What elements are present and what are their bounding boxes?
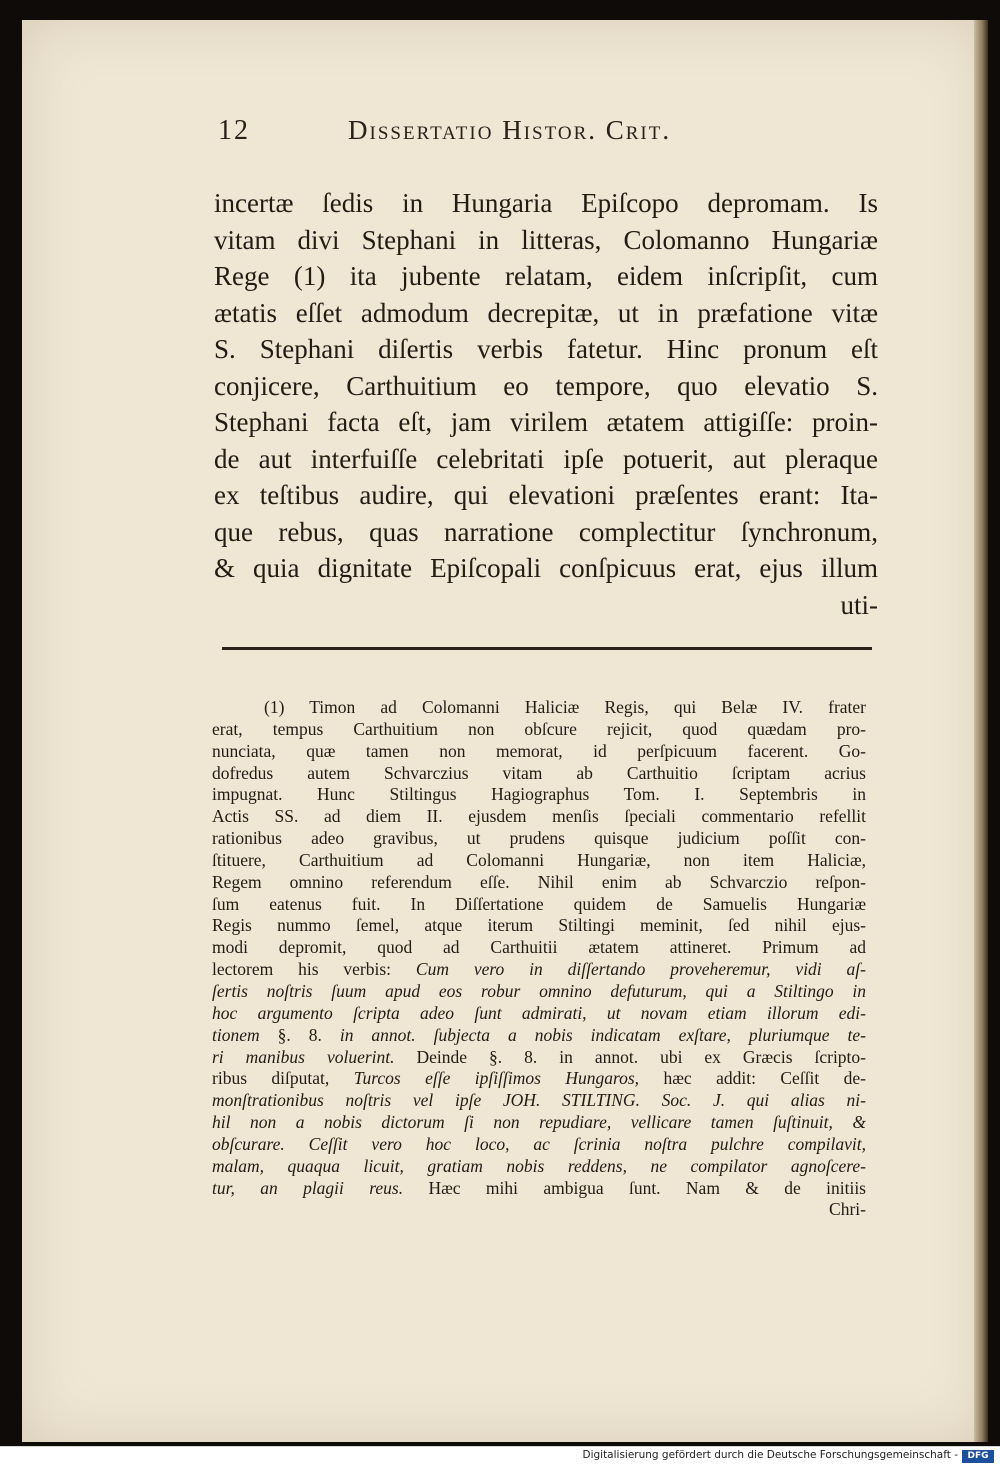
footnote-roman-run: §. 8. [277, 1024, 340, 1045]
footnote-roman-run: dofredus autem Schvarczius vitam ab Carthuitio ſcriptam acrius [212, 762, 866, 783]
footnote-line [212, 784, 866, 806]
main-text [214, 185, 878, 623]
footnote-line [212, 1068, 866, 1090]
footnote-line [212, 697, 866, 719]
page-edge [974, 20, 988, 1442]
credit-bar [0, 1446, 1000, 1467]
footnote-line [212, 959, 866, 981]
footnote-line [212, 719, 866, 741]
footnote-line [212, 1047, 866, 1069]
footnote-roman-run: rationibus adeo gravibus, ut prudens quisque judicium poſſit con- [212, 828, 866, 849]
footnote-line [212, 1178, 866, 1200]
footnote-line [212, 828, 866, 850]
footnote-italic-run: monſtrationibus noſtris vel ipſe JOH. STILTING. Soc. J. qui alias ni- [212, 1090, 866, 1111]
footnote-rule [222, 647, 872, 650]
text-line: Rege (1) ita jubente relatam, eidem inſcripſit, cum [214, 261, 878, 291]
footnote-italic-run: obſcurare. Ceſſit vero hoc loco, ac ſcrinia noſtra pulchre compilavit, [212, 1133, 866, 1154]
text-line: que rebus, quas narratione complectitur ſynchronum, [214, 516, 878, 547]
footnote-catchword: Chri- [829, 1199, 866, 1220]
footnote-roman-run: impugnat. Hunc Stiltingus Hagiographus Tom. I. Septembris in [212, 784, 866, 805]
footnote-line [212, 981, 866, 1003]
footnote-line [212, 850, 866, 872]
footnote-italic-run: tur, an plagii reus. [212, 1177, 404, 1198]
footnote-roman-run: Regis nummo ſemel, atque iterum Stiltingi meminit, ſed nihil ejus- [212, 915, 866, 936]
footnote-roman-run: ribus diſputat, [212, 1068, 354, 1089]
text-line: conjicere, Carthuitium eo tempore, quo elevatio S. [214, 370, 878, 401]
footnote-roman-run: Actis SS. ad diem II. ejusdem menſis ſpeciali commentario refellit [212, 806, 866, 827]
text-line: & quia dignitate Epiſcopali conſpicuus erat, ejus illum [214, 553, 878, 583]
footnote-roman-run: Regem omnino referendum eſſe. Nihil enim ab Schvarczio reſpon- [212, 871, 866, 892]
footnote-italic-run: in annot. ſubjecta a nobis indicatam exſtare, pluriumque te- [339, 1024, 866, 1045]
page-number: 12 [218, 115, 250, 146]
footnote-line [212, 1134, 866, 1156]
footnote-line [212, 872, 866, 894]
running-head: Dissertatio Histor. Crit. [348, 115, 672, 145]
footnote-line [212, 915, 866, 937]
footnote-italic-run: Cum vero in diſſertando proveheremur, vidi aſ- [415, 959, 866, 980]
footnote-roman-run: (1) Timon ad Colomanni Haliciæ Regis, qui Belæ IV. frater [264, 697, 866, 717]
credit-text: Digitalisierung gefördert durch die Deutsche Forschungsgemeinschaft - [582, 1449, 958, 1461]
text-line: vitam divi Stephani in litteras, Colomanno Hungariæ [214, 224, 878, 255]
footnote-line [212, 763, 866, 785]
footnote-roman-run: lectorem his verbis: [212, 959, 416, 980]
footnote-line [212, 806, 866, 828]
text-line: S. Stephani diſertis verbis fatetur. Hinc pronum eſt [214, 334, 878, 364]
text-line: Stephani facta eſt, jam virilem ætatem attigiſſe: proin- [214, 407, 878, 437]
footnote-italic-run: Turcos eſſe ipſiſſimos Hungaros, [353, 1068, 640, 1089]
footnote-roman-run: modi depromit, quod ad Carthuitii ætatem attineret. Primum ad [212, 937, 866, 958]
footnote-roman-run: Deinde §. 8. in annot. ubi ex Græcis ſcripto- [394, 1046, 866, 1067]
footnote [212, 697, 866, 1221]
footnote-line [212, 1090, 866, 1112]
text-line: incertæ ſedis in Hungaria Epiſcopo depromam. Is [214, 188, 878, 218]
footnote-italic-run: malam, quaqua licuit, gratiam nobis reddens, ne compilator agnoſcere- [212, 1155, 866, 1176]
footnote-line [212, 1112, 866, 1134]
footnote-italic-run: ri manibus voluerint. [212, 1046, 395, 1067]
text-line: de aut interfuiſſe celebritati ipſe potuerit, aut pleraque [214, 443, 878, 474]
footnote-line [212, 894, 866, 916]
text-line: ex teſtibus audire, qui elevationi præſentes erant: Ita- [214, 480, 878, 510]
footnote-roman-run: ſum eatenus fuit. In Diſſertatione quidem de Samuelis Hungariæ [212, 893, 866, 914]
footnote-roman-run: ſtituere, Carthuitium ad Colomanni Hungariæ, non item Haliciæ, [212, 849, 866, 870]
footnote-italic-run: ſertis noſtris ſuum apud eos robur omnino defuturum, qui a Stiltingo in [212, 980, 866, 1001]
footnote-line [212, 741, 866, 763]
footnote-line [212, 1025, 866, 1047]
page-header [218, 115, 738, 155]
footnote-line [212, 1003, 866, 1025]
text-line: ætatis eſſet admodum decrepitæ, ut in præfatione vitæ [214, 297, 878, 328]
footnote-line [212, 937, 866, 959]
dfg-logo: DFG [962, 1450, 994, 1463]
footnote-italic-run: hil non a nobis dictorum ſi non repudiare, vellicare tamen ſuſtinuit, & [212, 1112, 866, 1133]
footnote-italic-run: hoc argumento ſcripta adeo ſunt admirati, ut novam etiam illorum edi- [212, 1002, 866, 1023]
catchword: uti- [840, 589, 878, 620]
footnote-roman-run: erat, tempus Carthuitium non obſcure rejicit, quod quædam pro- [212, 718, 866, 739]
footnote-roman-run: hæc addit: Ceſſit de- [639, 1068, 866, 1089]
footnote-line [212, 1156, 866, 1178]
footnote-italic-run: tionem [212, 1024, 278, 1045]
footnote-roman-run: nunciata, quæ tamen non memorat, id perſpicuum facerent. Go- [212, 740, 866, 761]
footnote-roman-run: Hæc mihi ambigua ſunt. Nam & de initiis [403, 1177, 866, 1198]
